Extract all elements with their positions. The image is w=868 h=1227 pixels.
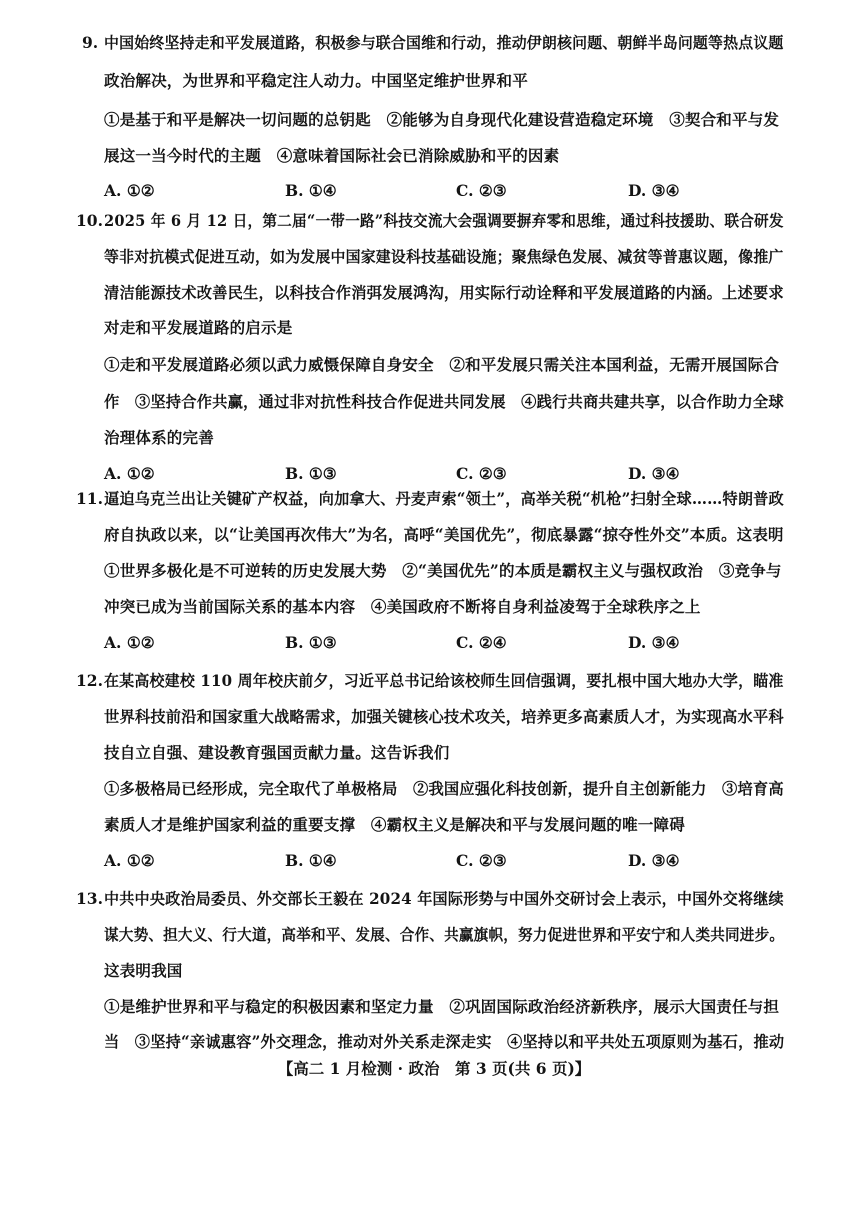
question-text-line: 素质人才是维护国家利益的重要支撑 ④霸权主义是解决和平与发展问题的唯一障碍 <box>104 815 685 834</box>
question-text-line: 政治解决，为世界和平稳定注人动力。中国坚定维护世界和平 <box>104 71 528 90</box>
answer-option-d[interactable]: D. ③④ <box>628 464 680 483</box>
answer-option-c[interactable]: C. ②③ <box>456 851 507 870</box>
question-text-line: 作 ③坚持合作共赢，通过非对抗性科技合作促进共同发展 ④践行共商共建共享，以合作助力全球 <box>104 392 784 411</box>
question-text-line: 展这一当今时代的主题 ④意味着国际社会已消除威胁和平的因素 <box>104 146 560 165</box>
answer-option-a[interactable]: A. ①② <box>104 851 155 870</box>
page-footer: 【高二 1 月检测 · 政治 第 3 页(共 6 页)】 <box>277 1059 591 1078</box>
question-number: 13. <box>76 889 103 908</box>
question-text-line: 2025 年 6 月 12 日，第二届“一带一路”科技交流大会强调要摒弃零和思维，通过科技援助、联合研发 <box>104 211 784 230</box>
question-text-line: 谋大势、担大义、行大道，高举和平、发展、合作、共赢旗帜，努力促进世界和平安宁和人类共同进步。 <box>104 925 785 944</box>
question-text-line: 冲突已成为当前国际关系的基本内容 ④美国政府不断将自身利益凌驾于全球秩序之上 <box>104 597 701 616</box>
question-text-line: 清洁能源技术改善民生，以科技合作消弭发展鸿沟，用实际行动诠释和平发展道路的内涵。上述要求 <box>104 283 784 302</box>
question-text-line: ①多极格局已经形成，完全取代了单极格局 ②我国应强化科技创新，提升自主创新能力 ③培育高 <box>104 779 784 798</box>
answer-option-a[interactable]: A. ①② <box>104 464 155 483</box>
question-text-line: 等非对抗模式促进互动，如为发展中国家建设科技基础设施；聚焦绿色发展、减贫等普惠议题，像推广 <box>104 247 784 266</box>
answer-option-b[interactable]: B. ①④ <box>285 181 337 200</box>
answer-option-a[interactable]: A. ①② <box>104 181 155 200</box>
question-number: 11. <box>76 489 103 508</box>
question-text-line: 治理体系的完善 <box>104 428 214 447</box>
question-text-line: 技自立自强、建设教育强国贡献力量。这告诉我们 <box>104 743 450 762</box>
answer-option-b[interactable]: B. ①③ <box>285 464 337 483</box>
question-number: 9. <box>82 33 99 52</box>
question-number: 10. <box>76 211 103 230</box>
answer-option-a[interactable]: A. ①② <box>104 633 155 652</box>
question-text-line: 中国始终坚持走和平发展道路，积极参与联合国维和行动，推动伊朗核问题、朝鲜半岛问题等热点议题 <box>104 33 784 52</box>
question-text-line: 中共中央政治局委员、外交部长王毅在 2024 年国际形势与中国外交研讨会上表示，中国外交将继续 <box>104 889 784 908</box>
answer-option-b[interactable]: B. ①③ <box>285 633 337 652</box>
question-text-line: 对走和平发展道路的启示是 <box>104 318 293 337</box>
question-text-line: 在某高校建校 110 周年校庆前夕，习近平总书记给该校师生回信强调，要扎根中国大地办大学，瞄准 <box>104 671 784 690</box>
answer-option-d[interactable]: D. ③④ <box>628 851 680 870</box>
question-text-line: 逼迫乌克兰出让关键矿产权益，向加拿大、丹麦声索“领土”，高举关税“机枪”扫射全球……特朗普政 <box>104 489 784 508</box>
question-text-line: 这表明我国 <box>104 961 183 980</box>
question-text-line: 府自执政以来，以“让美国再次伟大”为名，高呼“美国优先”，彻底暴露“掠夺性外交”本质。这表明 <box>104 525 784 544</box>
answer-option-c[interactable]: C. ②③ <box>456 181 507 200</box>
answer-option-d[interactable]: D. ③④ <box>628 633 680 652</box>
question-text-line: 当 ③坚持“亲诚惠容”外交理念，推动对外关系走深走实 ④坚持以和平共处五项原则为基石，推动 <box>104 1032 785 1051</box>
question-text-line: ①走和平发展道路必须以武力威慑保障自身安全 ②和平发展只需关注本国利益，无需开展国际合 <box>104 355 780 374</box>
question-text-line: ①是基于和平是解决一切问题的总钥匙 ②能够为自身现代化建设营造稳定环境 ③契合和平与发 <box>104 110 780 129</box>
question-text-line: ①世界多极化是不可逆转的历史发展大势 ②“美国优先”的本质是霸权主义与强权政治 ③竞争与 <box>104 561 782 580</box>
answer-option-d[interactable]: D. ③④ <box>628 181 680 200</box>
question-text-line: 世界科技前沿和国家重大战略需求，加强关键核心技术攻关，培养更多高素质人才，为实现高水平科 <box>104 707 784 726</box>
answer-option-c[interactable]: C. ②④ <box>456 633 507 652</box>
question-text-line: ①是维护世界和平与稳定的积极因素和坚定力量 ②巩固国际政治经济新秩序，展示大国责任与担 <box>104 997 780 1016</box>
answer-option-b[interactable]: B. ①④ <box>285 851 337 870</box>
question-number: 12. <box>76 671 103 690</box>
answer-option-c[interactable]: C. ②③ <box>456 464 507 483</box>
